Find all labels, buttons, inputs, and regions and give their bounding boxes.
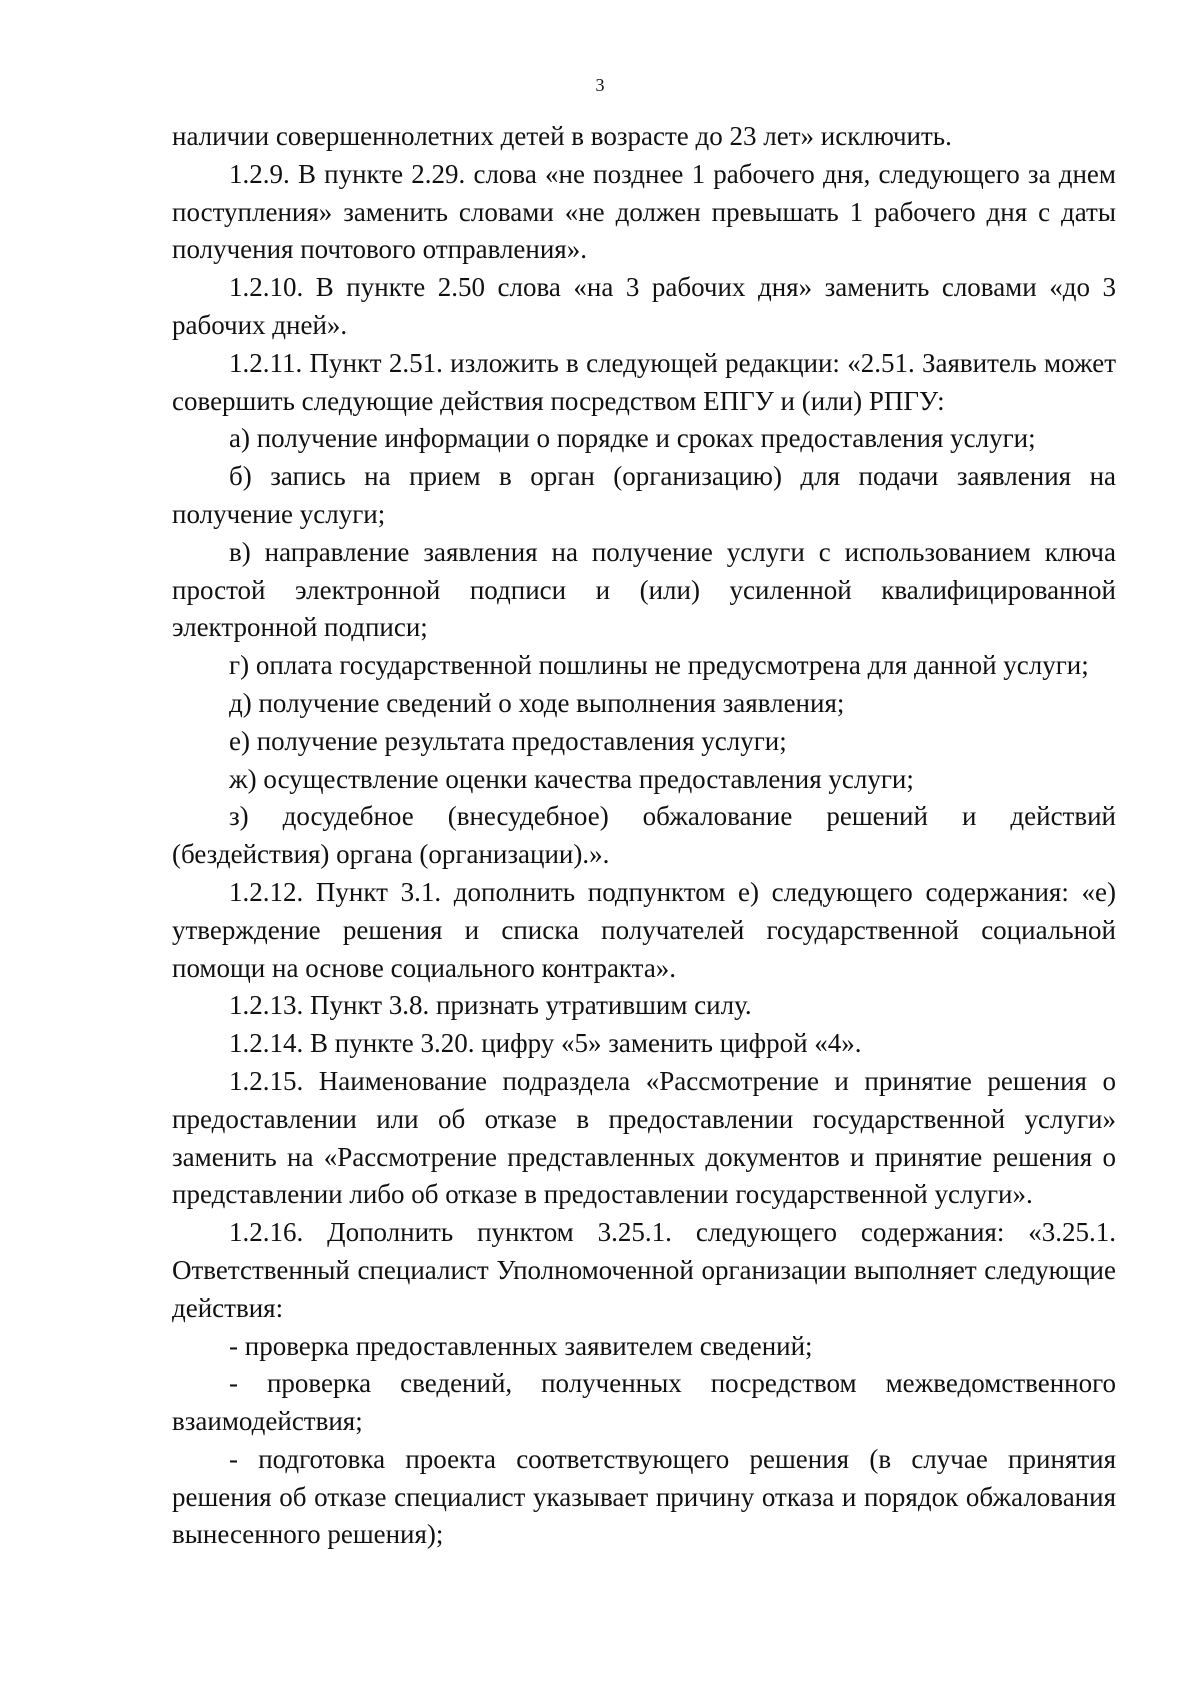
paragraph: 1.2.11. Пункт 2.51. изложить в следующей редакции: «2.51. Заявитель может совершить следующие действия посредством ЕПГУ и (или) РПГУ: [172, 347, 1116, 416]
paragraph: наличии совершеннолетних детей в возрасте до 23 лет» исключить. [172, 121, 952, 151]
paragraph: ж) осуществление оценки качества предоставления услуги; [229, 763, 914, 794]
paragraph: 1.2.9. В пункте 2.29. слова «не позднее 1 рабочего дня, следующего за днем поступления» заменить словами «не должен превышать 1 рабочего дня с даты получения почтового отправления». [172, 158, 1116, 265]
paragraph: в) направление заявления на получение услуги с использованием ключа простой электронной подписи и (или) усиленной квалифицированной электронной подписи; [172, 536, 1116, 643]
paragraph: д) получение сведений о ходе выполнения заявления; [229, 687, 845, 718]
paragraph: з) досудебное (внесудебное) обжалование решений и действий (бездействия) органа (организации).». [172, 801, 1116, 870]
paragraph: - проверка предоставленных заявителем сведений; [229, 1330, 813, 1361]
paragraph: 1.2.15. Наименование подраздела «Рассмотрение и принятие решения о предоставлении или об отказе в предоставлении государственной услуги» заменить на «Рассмотрение представленных документов и принятие решения о представлении либо об отказе в предоставлении государственной услуги». [172, 1065, 1116, 1210]
paragraph: е) получение результата предоставления услуги; [229, 725, 787, 756]
page-number: 3 [595, 75, 605, 95]
paragraph: - проверка сведений, полученных посредством межведомственного взаимодействия; [172, 1368, 1116, 1437]
paragraph: 1.2.12. Пункт 3.1. дополнить подпунктом е) следующего содержания: «е) утверждение решения и списка получателей государственной социальной помощи на основе социального контракта». [172, 876, 1116, 983]
paragraph: 1.2.13. Пункт 3.8. признать утратившим силу. [229, 990, 752, 1021]
paragraph: 1.2.16. Дополнить пунктом 3.25.1. следующего содержания: «3.25.1. Ответственный специалист Уполномоченной организации выполняет следующие действия: [172, 1217, 1116, 1323]
paragraph: 1.2.10. В пункте 2.50 слова «на 3 рабочих дня» заменить словами «до 3 рабочих дней». [172, 272, 1116, 340]
paragraph: г) оплата государственной пошлины не предусмотрена для данной услуги; [229, 650, 1089, 681]
paragraph: 1.2.14. В пункте 3.20. цифру «5» заменить цифрой «4». [229, 1028, 862, 1059]
document-body [172, 118, 1116, 1554]
paragraph: - подготовка проекта соответствующего решения (в случае принятия решения об отказе специалист указывает причину отказа и порядок обжалования вынесенного решения); [172, 1443, 1116, 1550]
paragraph: а) получение информации о порядке и сроках предоставления услуги; [229, 423, 1036, 454]
paragraph: б) запись на прием в орган (организацию) для подачи заявления на получение услуги; [172, 461, 1116, 529]
